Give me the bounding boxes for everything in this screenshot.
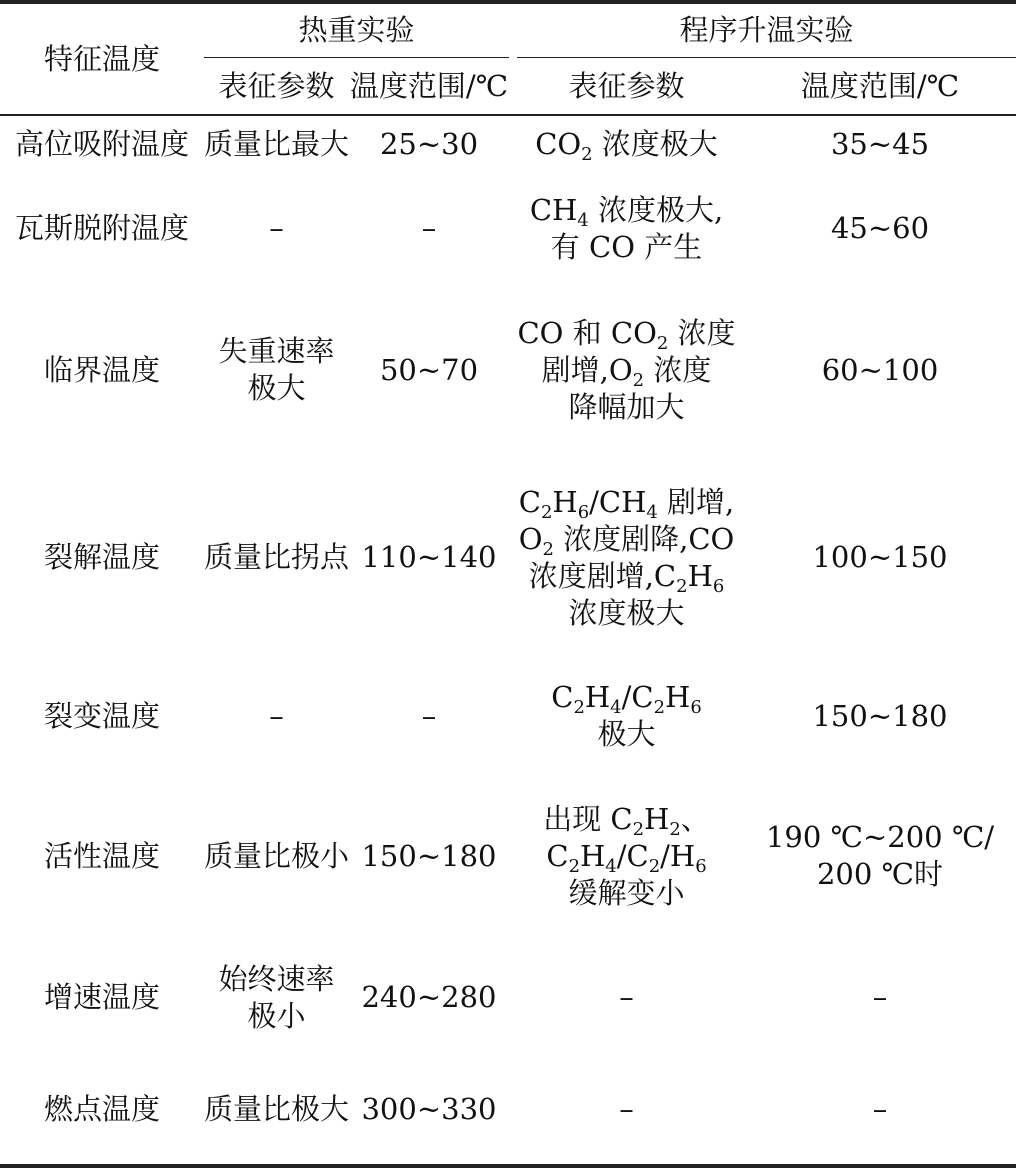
cell-tpr-range	[744, 660, 1016, 772]
cell-tpr-param	[509, 116, 744, 172]
cell-line: 300~330	[361, 1091, 497, 1126]
cell-line: 质量比极小	[204, 838, 350, 873]
cell-line: 裂变温度	[43, 698, 160, 733]
cell-line: 45~60	[830, 211, 930, 245]
cell-tpr-range	[744, 1055, 1016, 1163]
cell-line: –	[619, 1091, 634, 1126]
subscript: 2	[653, 696, 666, 718]
cell-tga-range	[349, 772, 509, 940]
header-tpr-range: 温度范围/℃	[800, 68, 960, 103]
cell-tga-range	[349, 660, 509, 772]
cell-line: 质量比拐点	[204, 540, 350, 574]
cell-tpr-range	[744, 455, 1016, 660]
cell-line: $CO_2$ 浓度极大	[535, 126, 718, 165]
cell-line: 有 CO 产生	[550, 229, 703, 264]
subscript: 4	[646, 501, 658, 523]
cell-line: 240~280	[361, 980, 497, 1014]
cell-line: 高位吸附温度	[14, 126, 189, 161]
header-tpr-param: 表征参数	[568, 68, 685, 103]
cell-tga-range	[349, 455, 509, 660]
cell-tpr-param	[509, 940, 744, 1055]
cell-name	[0, 285, 204, 455]
cell-line: 25~30	[379, 126, 479, 161]
cell-line: CO 和 $CO_2$ 浓度	[517, 315, 736, 354]
cell-line: –	[872, 980, 888, 1014]
cell-tga-param	[204, 772, 349, 940]
subscript: 2	[632, 818, 645, 840]
cell-name	[0, 116, 204, 172]
subscript: 2	[581, 143, 593, 165]
cell-line: 浓度剧增$,C_2H_6$	[528, 558, 725, 597]
cell-line: –	[269, 211, 284, 245]
cell-tga-range	[349, 172, 509, 285]
header-feature-temp: 特征温度	[43, 41, 160, 76]
subscript: 2	[542, 538, 554, 560]
cell-line: 150~180	[361, 838, 497, 873]
cell-line: 200 ℃时	[816, 857, 943, 891]
cell-line: 质量比最大	[204, 126, 350, 161]
cell-line: $C_2H_6/CH_4$ 剧增,	[518, 484, 735, 523]
cell-line: 190 ℃~200 ℃/	[765, 820, 995, 854]
cell-line: $C_2H_4/C_2H_6$	[551, 680, 702, 718]
cell-tga-param	[204, 116, 349, 172]
cell-tpr-param	[509, 172, 744, 285]
cell-line: $C_2H_4/C_2/H_6$	[546, 838, 707, 877]
subscript: 6	[695, 855, 707, 877]
subscript: 2	[573, 696, 585, 718]
subscript: 6	[712, 575, 725, 597]
cell-tga-range	[349, 1055, 509, 1163]
subscript: 4	[610, 696, 622, 718]
cell-tga-param	[204, 172, 349, 285]
cell-line: 110~140	[361, 540, 497, 574]
header-tpr-group: 程序升温实验	[679, 12, 854, 47]
cell-tga-param	[204, 940, 349, 1055]
cell-tga-param	[204, 1055, 349, 1163]
cell-tga-range	[349, 116, 509, 172]
cell-line: –	[619, 980, 634, 1014]
header-tga-range: 温度范围/℃	[349, 68, 509, 103]
subscript: 2	[656, 332, 669, 354]
cell-line: 活性温度	[43, 838, 160, 873]
subscript: 2	[676, 575, 688, 597]
cell-name	[0, 940, 204, 1055]
cell-tga-param	[204, 455, 349, 660]
cell-line: 50~70	[379, 352, 479, 387]
cell-line: 燃点温度	[43, 1091, 160, 1126]
subscript: 2	[568, 855, 580, 877]
cell-line: 增速温度	[43, 980, 160, 1014]
cell-line: 剧增$,O_2$ 浓度	[541, 352, 712, 391]
cell-tga-range	[349, 940, 509, 1055]
cell-tpr-range	[744, 285, 1016, 455]
subscript: 4	[605, 855, 617, 877]
cell-tpr-range	[744, 172, 1016, 285]
subscript: 4	[577, 209, 589, 231]
cell-tga-param	[204, 660, 349, 772]
cell-tpr-range	[744, 772, 1016, 940]
cell-line: 极大	[597, 717, 656, 751]
cell-line: 质量比极大	[204, 1091, 350, 1126]
header-tga-group: 热重实验	[298, 12, 415, 47]
cell-tpr-param	[509, 455, 744, 660]
cell-tpr-param	[509, 285, 744, 455]
cell-name	[0, 172, 204, 285]
cell-line: 35~45	[830, 126, 930, 161]
cell-tga-param	[204, 285, 349, 455]
cell-line: –	[269, 698, 284, 733]
bottom-rule	[0, 1164, 1016, 1168]
subscript: 2	[540, 501, 553, 523]
cell-line: $O_2$ 浓度剧降,CO	[518, 521, 735, 560]
subscript: 2	[648, 855, 661, 877]
cell-name	[0, 772, 204, 940]
cell-tpr-param	[509, 660, 744, 772]
cell-line: 极小	[247, 998, 306, 1033]
cell-line: –	[421, 698, 437, 733]
cell-name	[0, 1055, 204, 1163]
cell-line: 失重速率	[218, 334, 335, 368]
subscript: 6	[577, 501, 590, 523]
cell-name	[0, 455, 204, 660]
cell-line: 降幅加大	[568, 389, 685, 424]
cell-line: –	[421, 211, 437, 245]
header-tga-param: 表征参数	[218, 68, 335, 103]
cell-line: 始终速率	[218, 961, 335, 996]
cell-line: 100~150	[812, 540, 948, 574]
cell-line: 缓解变小	[568, 875, 685, 910]
cell-tpr-range	[744, 940, 1016, 1055]
cell-line: 极大	[247, 371, 306, 405]
cell-tga-range	[349, 285, 509, 455]
subscript: 2	[669, 818, 681, 840]
subscript: 6	[690, 696, 702, 718]
cell-line: 临界温度	[43, 352, 160, 387]
cell-line: –	[872, 1091, 888, 1126]
cell-line: 150~180	[812, 698, 948, 733]
cell-line: 浓度极大	[568, 595, 685, 630]
cell-tpr-param	[509, 1055, 744, 1163]
cell-tpr-range	[744, 116, 1016, 172]
subscript: 2	[632, 369, 645, 391]
cell-tpr-param	[509, 772, 744, 940]
cell-line: 出现 $C_2H_2$、	[543, 801, 710, 840]
cell-line: 裂解温度	[43, 540, 160, 574]
cell-line: $CH_4$ 浓度极大,	[529, 192, 724, 231]
cell-line: 瓦斯脱附温度	[14, 211, 189, 245]
cell-name	[0, 660, 204, 772]
cell-line: 60~100	[821, 352, 939, 387]
